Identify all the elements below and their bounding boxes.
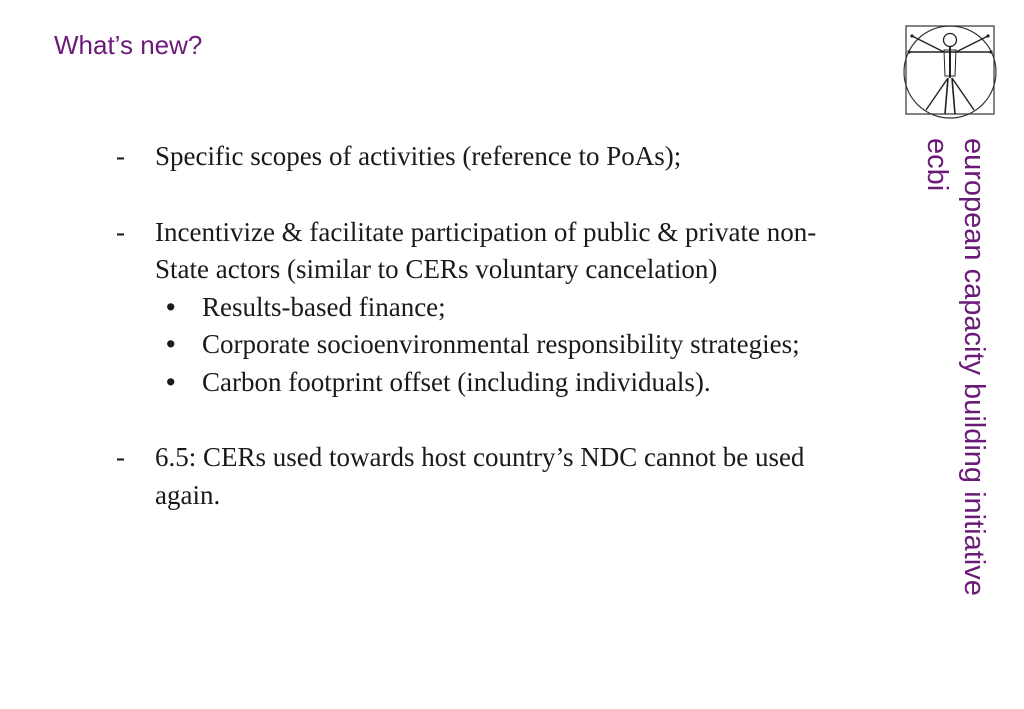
sub-list-item — [155, 364, 856, 402]
slide-title: What’s new? — [54, 30, 203, 60]
organization-acronym: ecbi — [921, 138, 953, 192]
sub-list-item — [155, 326, 856, 364]
bullet-marker: • — [166, 291, 176, 322]
organization-name-vertical — [918, 138, 992, 596]
list-item-text: Incentivize & facilitate participation of public & private non-State actors (similar to CERs voluntary cancelation) — [155, 216, 817, 284]
organization-full-name: european capacity building initiative — [958, 138, 990, 596]
slide-content — [116, 138, 856, 514]
dash-marker: - — [116, 141, 125, 171]
bullet-marker: • — [166, 366, 176, 397]
list-item — [116, 214, 856, 402]
dash-marker: - — [116, 216, 125, 247]
list-item — [116, 439, 856, 514]
vitruvian-man-logo-icon — [900, 20, 1000, 122]
list-item-text: 6.5: CERs used towards host country’s NDC cannot be used again. — [155, 442, 805, 510]
dash-marker: - — [116, 442, 125, 472]
list-item — [116, 138, 856, 176]
sub-list-item-text: Carbon footprint offset (including individuals). — [202, 366, 711, 397]
sub-list-item — [155, 289, 856, 327]
bullet-marker: • — [166, 329, 176, 359]
sub-list — [155, 289, 856, 402]
sub-list-item-text: Corporate socioenvironmental responsibility strategies; — [202, 329, 800, 359]
list-item-text: Specific scopes of activities (reference to PoAs); — [155, 141, 682, 171]
sub-list-item-text: Results-based finance; — [202, 291, 446, 322]
